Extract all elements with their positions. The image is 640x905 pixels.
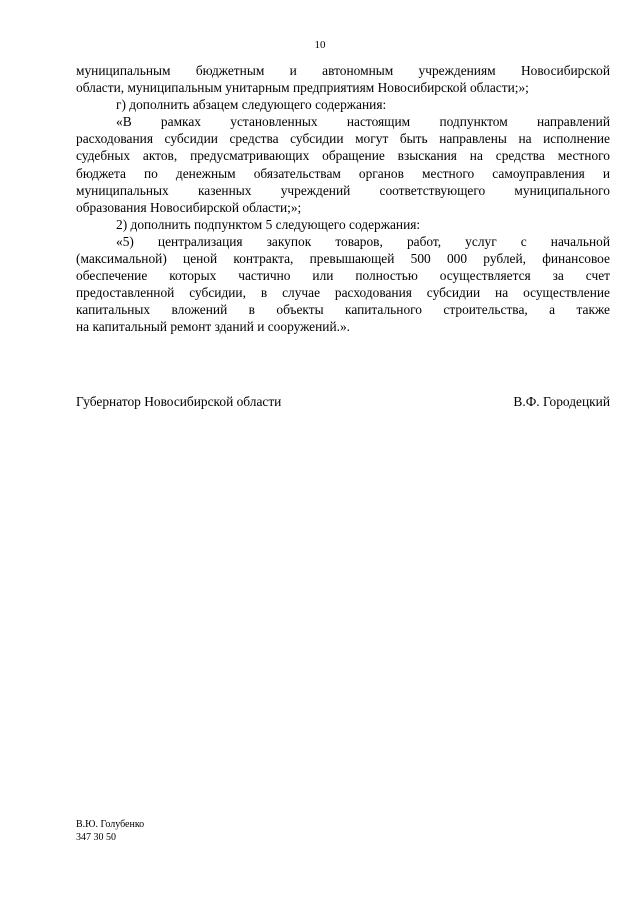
signatory-title: Губернатор Новосибирской области	[76, 394, 282, 409]
signatory-name: В.Ф. Городецкий	[513, 394, 610, 409]
document-body	[76, 62, 610, 336]
paragraph-line: обеспечение которых частично или полностью осуществляется за счет	[76, 268, 610, 284]
paragraph-line: бюджета по денежным обязательствам органов местного самоуправления и	[76, 165, 610, 181]
paragraph-line: «В рамках установленных настоящим подпунктом направлений	[116, 114, 610, 130]
executor-footer	[76, 818, 144, 844]
paragraph-line: расходования субсидии средства субсидии могут быть направлены на исполнение	[76, 131, 610, 147]
paragraph-line: капитальных вложений в объекты капитального строительства, а также	[76, 302, 610, 318]
executor-phone: 347 30 50	[76, 832, 116, 843]
paragraph-line: муниципальным бюджетным и автономным учреждениям Новосибирской	[76, 63, 610, 78]
paragraph-line: образования Новосибирской области;»;	[76, 199, 302, 215]
paragraph-line: г) дополнить абзацем следующего содержания:	[116, 97, 387, 113]
paragraph-line: (максимальной) ценой контракта, превышающей 500 000 рублей, финансовое	[76, 251, 610, 267]
paragraph-line: 2) дополнить подпунктом 5 следующего содержания:	[116, 216, 421, 232]
paragraph-line: «5) централизация закупок товаров, работ, услуг с начальной	[116, 233, 610, 249]
paragraph-line: судебных актов, предусматривающих обращение взыскания на средства местного	[76, 148, 610, 164]
executor-name: В.Ю. Голубенко	[76, 819, 145, 830]
page-number: 10	[314, 39, 326, 51]
paragraph-line: муниципальных казенных учреждений соответствующего муниципального	[76, 182, 610, 198]
paragraph-line: на капитальный ремонт зданий и сооружений.».	[76, 319, 351, 335]
paragraph-line: предоставленной субсидии, в случае расходования субсидии на осуществление	[76, 285, 610, 301]
paragraph-line: области, муниципальным унитарным предприятиям Новосибирской области;»;	[76, 80, 529, 96]
